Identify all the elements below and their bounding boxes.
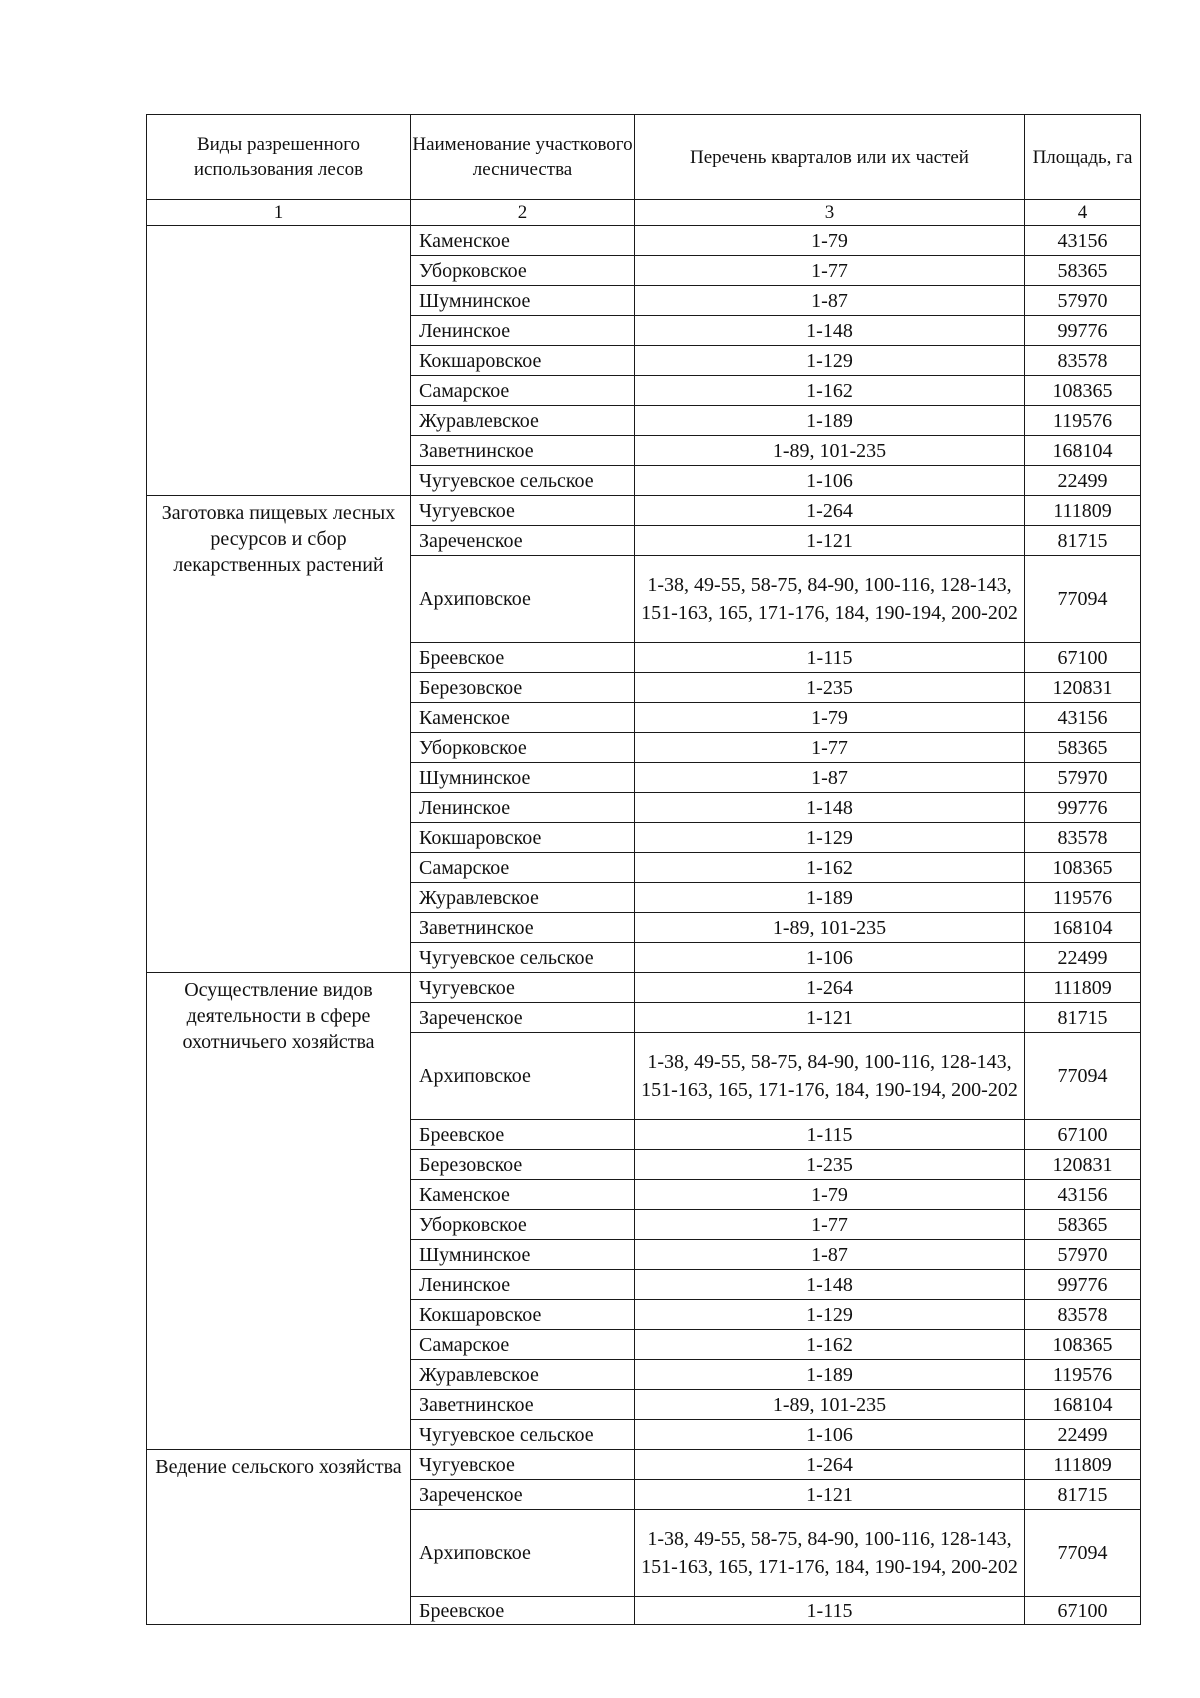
area-cell: 119576 <box>1025 883 1141 913</box>
quarters-cell: 1-121 <box>635 1480 1025 1510</box>
quarters-cell: 1-115 <box>635 1597 1025 1625</box>
area-cell: 119576 <box>1025 1360 1141 1390</box>
forestry-name-cell: Архиповское <box>411 556 635 643</box>
area-cell: 111809 <box>1025 496 1141 526</box>
quarters-cell: 1-87 <box>635 763 1025 793</box>
quarters-cell: 1-87 <box>635 286 1025 316</box>
forestry-name-cell: Чугуевское сельское <box>411 466 635 496</box>
area-cell: 81715 <box>1025 1003 1141 1033</box>
forestry-name-cell: Архиповское <box>411 1033 635 1120</box>
quarters-cell: 1-162 <box>635 376 1025 406</box>
quarters-cell: 1-77 <box>635 1210 1025 1240</box>
table-row <box>147 496 1141 526</box>
header-use-type: Виды разрешенного использования лесов <box>147 115 411 200</box>
quarters-cell: 1-148 <box>635 1270 1025 1300</box>
quarters-cell: 1-77 <box>635 256 1025 286</box>
quarters-cell: 1-106 <box>635 1420 1025 1450</box>
forestry-name-cell: Чугуевское <box>411 496 635 526</box>
quarters-cell: 1-87 <box>635 1240 1025 1270</box>
header-area: Площадь, га <box>1025 115 1141 200</box>
forestry-name-cell: Ленинское <box>411 1270 635 1300</box>
area-cell: 99776 <box>1025 1270 1141 1300</box>
table-body <box>147 226 1141 1625</box>
quarters-cell: 1-79 <box>635 703 1025 733</box>
forestry-name-cell: Ленинское <box>411 793 635 823</box>
quarters-cell: 1-115 <box>635 1120 1025 1150</box>
quarters-cell: 1-189 <box>635 883 1025 913</box>
area-cell: 99776 <box>1025 316 1141 346</box>
column-number: 1 <box>147 200 411 226</box>
forestry-name-cell: Бреевское <box>411 1120 635 1150</box>
forestry-name-cell: Зареченское <box>411 526 635 556</box>
header-quarters-list: Перечень кварталов или их частей <box>635 115 1025 200</box>
area-cell: 58365 <box>1025 1210 1141 1240</box>
forestry-name-cell: Зареченское <box>411 1003 635 1033</box>
use-type-cell: Осуществление видов деятельности в сфере охотничьего хозяйства <box>147 973 411 1450</box>
area-cell: 168104 <box>1025 1390 1141 1420</box>
quarters-cell: 1-264 <box>635 496 1025 526</box>
forestry-name-cell: Каменское <box>411 1180 635 1210</box>
area-cell: 108365 <box>1025 853 1141 883</box>
quarters-cell: 1-115 <box>635 643 1025 673</box>
header-forestry-name: Наименование участкового лесничества <box>411 115 635 200</box>
forest-use-table <box>146 114 1141 1625</box>
forestry-name-cell: Шумнинское <box>411 1240 635 1270</box>
area-cell: 83578 <box>1025 823 1141 853</box>
forestry-name-cell: Архиповское <box>411 1510 635 1597</box>
forestry-name-cell: Бреевское <box>411 643 635 673</box>
forestry-name-cell: Журавлевское <box>411 883 635 913</box>
column-number: 3 <box>635 200 1025 226</box>
quarters-cell: 1-79 <box>635 1180 1025 1210</box>
area-cell: 81715 <box>1025 526 1141 556</box>
column-number: 2 <box>411 200 635 226</box>
forestry-name-cell: Зареченское <box>411 1480 635 1510</box>
header-row <box>147 115 1141 200</box>
area-cell: 43156 <box>1025 1180 1141 1210</box>
forestry-name-cell: Чугуевское <box>411 973 635 1003</box>
forestry-name-cell: Каменское <box>411 226 635 256</box>
quarters-cell: 1-129 <box>635 1300 1025 1330</box>
area-cell: 67100 <box>1025 643 1141 673</box>
quarters-cell: 1-264 <box>635 973 1025 1003</box>
quarters-cell: 1-129 <box>635 346 1025 376</box>
table-row <box>147 973 1141 1003</box>
forestry-name-cell: Журавлевское <box>411 1360 635 1390</box>
forestry-name-cell: Журавлевское <box>411 406 635 436</box>
forestry-name-cell: Заветнинское <box>411 913 635 943</box>
quarters-cell: 1-189 <box>635 1360 1025 1390</box>
forestry-name-cell: Кокшаровское <box>411 823 635 853</box>
quarters-cell: 1-89, 101-235 <box>635 436 1025 466</box>
area-cell: 77094 <box>1025 1510 1141 1597</box>
forestry-name-cell: Чугуевское сельское <box>411 943 635 973</box>
quarters-cell: 1-235 <box>635 673 1025 703</box>
area-cell: 168104 <box>1025 436 1141 466</box>
quarters-cell: 1-106 <box>635 943 1025 973</box>
area-cell: 83578 <box>1025 346 1141 376</box>
quarters-cell: 1-89, 101-235 <box>635 913 1025 943</box>
area-cell: 108365 <box>1025 1330 1141 1360</box>
area-cell: 22499 <box>1025 943 1141 973</box>
forestry-name-cell: Шумнинское <box>411 763 635 793</box>
area-cell: 81715 <box>1025 1480 1141 1510</box>
area-cell: 77094 <box>1025 556 1141 643</box>
forestry-name-cell: Самарское <box>411 376 635 406</box>
forestry-name-cell: Ленинское <box>411 316 635 346</box>
area-cell: 168104 <box>1025 913 1141 943</box>
area-cell: 57970 <box>1025 1240 1141 1270</box>
forestry-name-cell: Самарское <box>411 853 635 883</box>
forestry-name-cell: Кокшаровское <box>411 1300 635 1330</box>
quarters-cell: 1-162 <box>635 853 1025 883</box>
forestry-name-cell: Каменское <box>411 703 635 733</box>
forestry-name-cell: Березовское <box>411 673 635 703</box>
forestry-name-cell: Кокшаровское <box>411 346 635 376</box>
area-cell: 77094 <box>1025 1033 1141 1120</box>
forestry-name-cell: Шумнинское <box>411 286 635 316</box>
column-number-row <box>147 200 1141 226</box>
area-cell: 67100 <box>1025 1120 1141 1150</box>
area-cell: 83578 <box>1025 1300 1141 1330</box>
area-cell: 111809 <box>1025 1450 1141 1480</box>
quarters-cell: 1-121 <box>635 1003 1025 1033</box>
use-type-cell: Ведение сельского хозяйства <box>147 1450 411 1625</box>
area-cell: 108365 <box>1025 376 1141 406</box>
quarters-cell: 1-148 <box>635 793 1025 823</box>
forestry-name-cell: Самарское <box>411 1330 635 1360</box>
area-cell: 120831 <box>1025 1150 1141 1180</box>
quarters-cell: 1-38, 49-55, 58-75, 84-90, 100-116, 128-143, 151-163, 165, 171-176, 184, 190-194, 200-202 <box>635 1510 1025 1597</box>
quarters-cell: 1-106 <box>635 466 1025 496</box>
area-cell: 99776 <box>1025 793 1141 823</box>
quarters-cell: 1-121 <box>635 526 1025 556</box>
area-cell: 119576 <box>1025 406 1141 436</box>
forestry-name-cell: Чугуевское <box>411 1450 635 1480</box>
forestry-name-cell: Чугуевское сельское <box>411 1420 635 1450</box>
area-cell: 22499 <box>1025 466 1141 496</box>
quarters-cell: 1-38, 49-55, 58-75, 84-90, 100-116, 128-143, 151-163, 165, 171-176, 184, 190-194, 200-202 <box>635 556 1025 643</box>
quarters-cell: 1-235 <box>635 1150 1025 1180</box>
area-cell: 57970 <box>1025 763 1141 793</box>
area-cell: 43156 <box>1025 226 1141 256</box>
forestry-name-cell: Березовское <box>411 1150 635 1180</box>
area-cell: 43156 <box>1025 703 1141 733</box>
quarters-cell: 1-264 <box>635 1450 1025 1480</box>
forestry-name-cell: Заветнинское <box>411 1390 635 1420</box>
quarters-cell: 1-189 <box>635 406 1025 436</box>
quarters-cell: 1-89, 101-235 <box>635 1390 1025 1420</box>
quarters-cell: 1-77 <box>635 733 1025 763</box>
area-cell: 120831 <box>1025 673 1141 703</box>
area-cell: 22499 <box>1025 1420 1141 1450</box>
area-cell: 58365 <box>1025 256 1141 286</box>
area-cell: 57970 <box>1025 286 1141 316</box>
forestry-name-cell: Уборковское <box>411 1210 635 1240</box>
area-cell: 58365 <box>1025 733 1141 763</box>
quarters-cell: 1-38, 49-55, 58-75, 84-90, 100-116, 128-143, 151-163, 165, 171-176, 184, 190-194, 200-202 <box>635 1033 1025 1120</box>
forestry-name-cell: Заветнинское <box>411 436 635 466</box>
forestry-name-cell: Уборковское <box>411 256 635 286</box>
use-type-cell <box>147 226 411 496</box>
column-number: 4 <box>1025 200 1141 226</box>
area-cell: 67100 <box>1025 1597 1141 1625</box>
area-cell: 111809 <box>1025 973 1141 1003</box>
forestry-name-cell: Уборковское <box>411 733 635 763</box>
table-row <box>147 1450 1141 1480</box>
quarters-cell: 1-162 <box>635 1330 1025 1360</box>
quarters-cell: 1-148 <box>635 316 1025 346</box>
quarters-cell: 1-79 <box>635 226 1025 256</box>
use-type-cell: Заготовка пищевых лесных ресурсов и сбор лекарственных растений <box>147 496 411 973</box>
quarters-cell: 1-129 <box>635 823 1025 853</box>
table-row <box>147 226 1141 256</box>
forestry-name-cell: Бреевское <box>411 1597 635 1625</box>
